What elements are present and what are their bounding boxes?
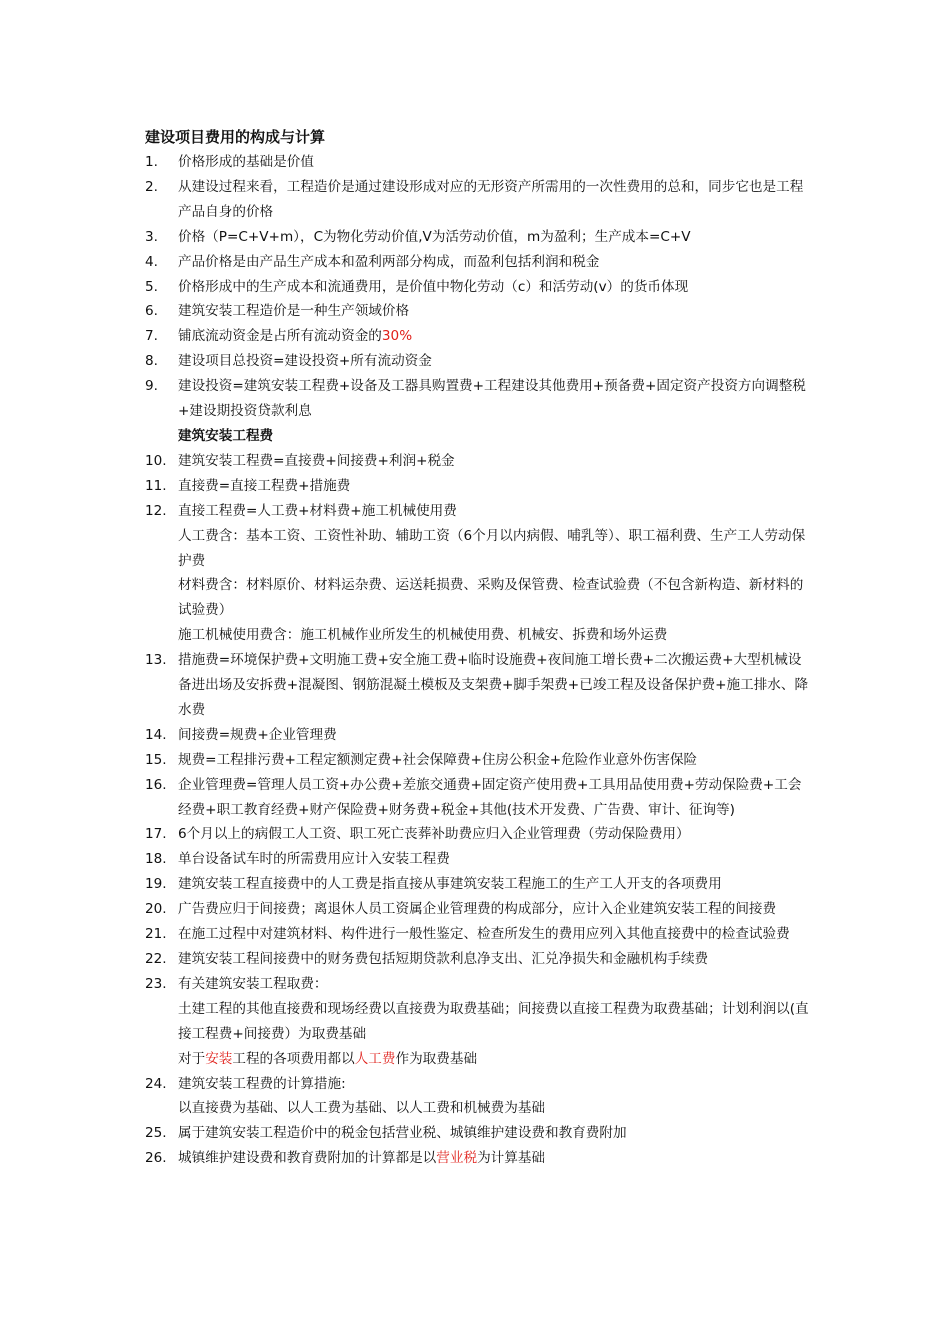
list-item (145, 1072, 815, 1097)
sub-paragraph: 土建工程的其他直接费和现场经费以直接费为取费基础；间接费以直接工程费为取费基础；计划利润以(直接工程费+间接费）为取费基础 (178, 1000, 809, 1042)
item-number: 3. (145, 228, 158, 245)
item-text: 建筑安装工程费=直接费+间接费+利润+税金 (178, 452, 455, 469)
item-number: 25. (145, 1125, 167, 1142)
item-number: 26. (145, 1150, 167, 1167)
item-text: 铺底流动资金是占所有流动资金的 (178, 328, 382, 345)
list-item (145, 972, 815, 997)
item-number: 13. (145, 652, 167, 669)
item-text: 产品价格是由产品生产成本和盈利两部分构成，而盈利包括利润和税金 (178, 253, 600, 270)
document-body (145, 126, 815, 1171)
item-text: 间接费=规费+企业管理费 (178, 726, 337, 743)
list-item (145, 449, 815, 474)
text-run: 对于 (178, 1050, 206, 1067)
item-text: 价格（P=C+V+m），C为物化劳动价值,V为活劳动价值，m为盈利；生产成本=C+V (178, 228, 691, 245)
item-text: 规费=工程排污费+工程定额测定费+社会保障费+住房公积金+危险作业意外伤害保险 (178, 751, 698, 768)
item-text: 为计算基础 (477, 1150, 546, 1167)
item-number: 12. (145, 502, 167, 519)
list-item (145, 225, 815, 250)
list-item (145, 847, 815, 872)
item-number: 10. (145, 452, 167, 469)
item-number: 1. (145, 154, 158, 170)
item-number: 2. (145, 178, 158, 195)
item-text: 城镇维护建设费和教育费附加的计算都是以 (178, 1150, 437, 1167)
list-item (145, 748, 815, 773)
item-text: 建筑安装工程造价是一种生产领域价格 (178, 303, 410, 320)
item-number: 20. (145, 901, 167, 918)
sub-paragraph: 以直接费为基础、以人工费为基础、以人工费和机械费为基础 (178, 1100, 546, 1117)
item-text: 价格形成的基础是价值 (178, 154, 314, 170)
item-number: 11. (145, 477, 167, 494)
item-number: 18. (145, 851, 167, 868)
item-text: 建设项目总投资=建设投资+所有流动资金 (178, 353, 432, 370)
list-item (145, 1121, 815, 1146)
item-text: 价格形成中的生产成本和流通费用，是价值中物化劳动（c）和活劳动(v）的货币体现 (178, 278, 689, 295)
item-number: 8. (145, 353, 158, 370)
section-heading: 建筑安装工程费 (178, 427, 274, 444)
sub-paragraph: 材料费含：材料原价、材料运杂费、运送耗损费、采购及保管费、检查试验费（不包含新构造、新材料的试验费） (178, 577, 804, 619)
list-item (145, 499, 815, 524)
list-item (145, 1146, 815, 1171)
list-item (145, 349, 815, 374)
sub-paragraph (145, 1047, 815, 1072)
item-number: 15. (145, 751, 167, 768)
document-title: 建设项目费用的构成与计算 (145, 128, 326, 146)
list-item (145, 872, 815, 897)
list-item (145, 175, 815, 225)
item-number: 16. (145, 776, 167, 793)
highlight-labor-cost: 人工费 (354, 1050, 396, 1067)
list-item (145, 275, 815, 300)
item-number: 5. (145, 278, 158, 295)
sub-paragraph: 施工机械使用费含：施工机械作业所发生的机械使用费、机械安、拆费和场外运费 (178, 627, 668, 644)
item-text: 属于建筑安装工程造价中的税金包括营业税、城镇维护建设费和教育费附加 (178, 1125, 627, 1142)
item-text: 措施费=环境保护费+文明施工费+安全施工费+临时设施费+夜间施工增长费+二次搬运费+大型机械设备进出场及安拆费+混凝图、钢筋混凝土模板及支架费+脚手架费+已竣工程及设备保护费+施工排水、降水费 (178, 652, 809, 718)
item-text: 建筑安装工程费的计算措施: (178, 1075, 346, 1092)
item-text: 有关建筑安装工程取费： (178, 975, 328, 992)
list-item (145, 648, 815, 723)
item-text: 从建设过程来看，工程造价是通过建设形成对应的无形资产所需用的一次性费用的总和，同步它也是工程产品自身的价格 (178, 178, 804, 220)
highlight-install: 安装 (205, 1050, 233, 1067)
text-run: 作为取费基础 (395, 1050, 478, 1067)
text-run: 工程的各项费用都以 (232, 1050, 355, 1067)
item-text: 单台设备试车时的所需费用应计入安装工程费 (178, 851, 450, 868)
list-item (145, 922, 815, 947)
item-text: 在施工过程中对建筑材料、构件进行一般性鉴定、检查所发生的费用应列入其他直接费中的检查试验费 (178, 926, 790, 943)
item-number: 22. (145, 951, 167, 967)
sub-paragraph: 人工费含：基本工资、工资性补助、辅助工资（6个月以内病假、哺乳等）、职工福利费、生产工人劳动保护费 (178, 527, 806, 569)
list-item (145, 723, 815, 748)
list-item (145, 822, 815, 847)
item-number: 23. (145, 975, 167, 992)
item-text: 建筑安装工程间接费中的财务费包括短期贷款利息净支出、汇兑净损失和金融机构手续费 (178, 951, 709, 967)
highlight-percent: 30% (381, 328, 413, 345)
list-item (145, 250, 815, 275)
item-number: 14. (145, 726, 167, 743)
item-number: 6. (145, 303, 158, 320)
list-item (145, 324, 815, 349)
item-text: 直接费=直接工程费+措施费 (178, 477, 351, 494)
list-item (145, 773, 815, 823)
item-text: 直接工程费=人工费+材料费+施工机械使用费 (178, 502, 457, 519)
list-item (145, 374, 815, 424)
item-text: 企业管理费=管理人员工资+办公费+差旅交通费+固定资产使用费+工具用品使用费+劳动保险费+工会经费+职工教育经费+财产保险费+财务费+税金+其他(技术开发费、广告费、审计、征询等) (178, 776, 802, 818)
highlight-business-tax: 营业税 (436, 1150, 478, 1167)
item-number: 9. (145, 378, 158, 395)
item-number: 4. (145, 253, 158, 270)
item-number: 21. (145, 926, 167, 943)
list-item (145, 299, 815, 324)
item-text: 6个月以上的病假工人工资、职工死亡丧葬补助费应归入企业管理费（劳动保险费用） (178, 826, 690, 843)
item-number: 24. (145, 1075, 167, 1092)
item-number: 19. (145, 876, 167, 893)
item-text: 建设投资=建筑安装工程费+设备及工器具购置费+工程建设其他费用+预备费+固定资产投资方向调整税+建设期投资贷款利息 (178, 378, 806, 420)
list-item (145, 474, 815, 499)
list-item (145, 947, 815, 972)
list-item (145, 150, 815, 175)
item-text: 建筑安装工程直接费中的人工费是指直接从事建筑安装工程施工的生产工人开支的各项费用 (178, 876, 722, 893)
item-number: 7. (145, 328, 158, 345)
list-item (145, 897, 815, 922)
item-text: 广告费应归于间接费；离退休人员工资属企业管理费的构成部分，应计入企业建筑安装工程的间接费 (178, 901, 777, 918)
item-number: 17. (145, 826, 167, 843)
